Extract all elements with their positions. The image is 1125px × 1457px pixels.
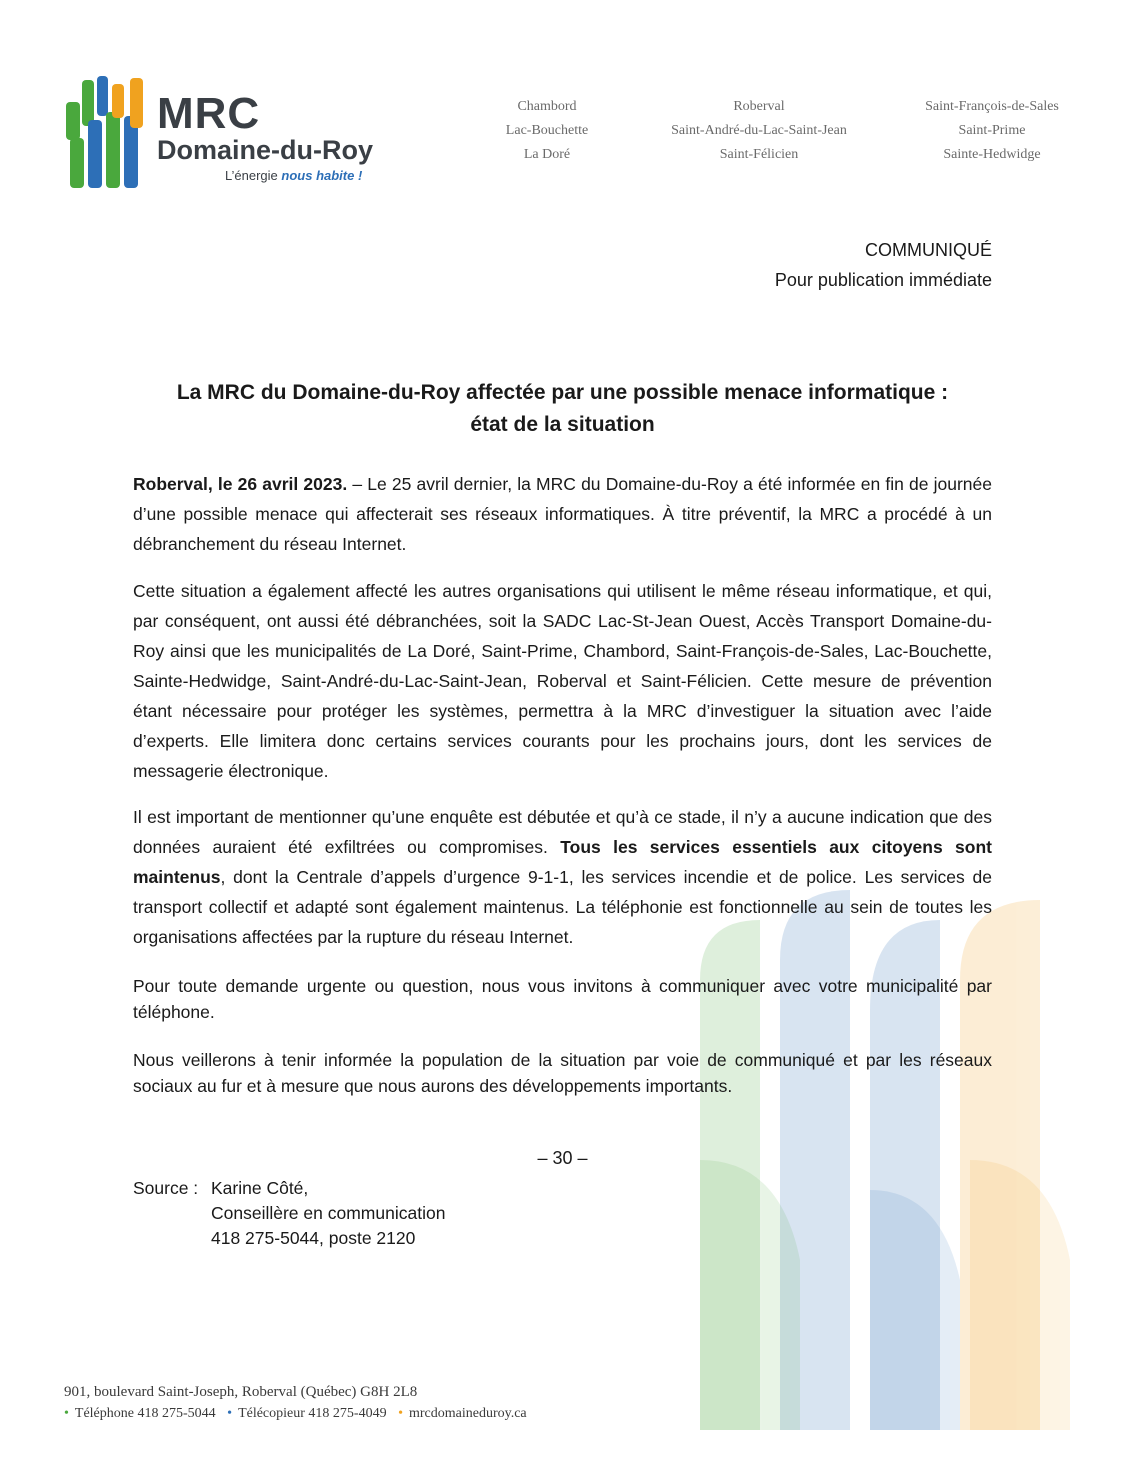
- municipality-column-2: [639, 95, 879, 167]
- municipality-name: Lac-Bouchette: [505, 123, 589, 138]
- municipality-name: Saint-Prime: [958, 123, 1026, 138]
- municipality-column-3: [902, 95, 1082, 167]
- bullet-dot-icon: •: [64, 1406, 69, 1421]
- bullet-dot-icon: •: [398, 1406, 403, 1421]
- paragraph-4: Pour toute demande urgente ou question, nous vous invitons à communiquer avec votre municipalité par téléphone.: [133, 976, 992, 1022]
- bullet-dot-icon: •: [227, 1406, 233, 1421]
- tagline-prefix: L’énergie: [225, 168, 278, 183]
- paragraph-3-after: , dont la Centrale d’appels d’urgence 9-1-1, les services incendie et de police. Les services de transport collectif et adapté sont également maintenus. La téléphonie est fonctionnelle au sein de toutes les organisations affectées par la rupture du réseau Internet.: [133, 867, 992, 947]
- logo-name-text: Domaine-du-Roy: [157, 135, 373, 165]
- paragraph-3: [133, 802, 992, 952]
- municipality-name: Saint-André-du-Lac-Saint-Jean: [671, 123, 847, 138]
- headline: [133, 377, 992, 441]
- municipality-name: Saint-François-de-Sales: [925, 99, 1059, 114]
- source-name: Karine Côté,: [211, 1178, 309, 1198]
- municipality-name: La Doré: [523, 147, 571, 162]
- footer-fax: Télécopieur 418 275-4049: [238, 1406, 387, 1421]
- headline-line-1: La MRC du Domaine-du-Roy affectée par une possible menace informatique :: [176, 381, 949, 404]
- mrc-logo-icon: [64, 76, 146, 190]
- footer-telephone: Téléphone 418 275-5044: [74, 1406, 216, 1421]
- paragraph-2: Cette situation a également affecté les autres organisations qui utilisent le même réseau informatique, et qui, par conséquent, ont aussi été débranchées, soit la SADC Lac-St-Jean Ouest, Accès Transport Domaine-du-Roy ainsi que les municipalités de La Doré, Saint-Prime, Chambord, Saint-François-de-Sales, Lac-Bouchette, Sainte-Hedwidge, Saint-André-du-Lac-Saint-Jean, Roberval et Saint-Félicien. Cette mesure de prévention étant nécessaire pour protéger les systèmes, permettra à la MRC d’investiguer la situation avec l’aide d’experts. Elle limitera donc certains services courants pour les prochains jours, dont les services de messagerie électronique.: [133, 581, 992, 781]
- source-phone: 418 275-5044, poste 2120: [211, 1228, 416, 1248]
- paragraph-3-before: Il est important de mentionner qu’une enquête est débutée et qu’à ce stade, il n’y a aucune indication que des données auraient été exfiltrées ou compromises.: [133, 807, 992, 857]
- dateline: Roberval, le 26 avril 2023.: [133, 474, 348, 494]
- source-label: Source :: [133, 1178, 199, 1198]
- paragraph-3-bold: Tous les services essentiels aux citoyens sont maintenus: [133, 837, 992, 887]
- paragraph-1-text: – Le 25 avril dernier, la MRC du Domaine-du-Roy a été informée en fin de journée d’une possible menace qui affecterait ses réseaux informatiques. À titre préventif, la MRC a procédé à un débranchement du réseau Internet.: [133, 474, 992, 554]
- source-role: Conseillère en communication: [211, 1203, 446, 1223]
- municipality-column-1: [487, 95, 607, 167]
- tagline-emphasis: nous habite !: [281, 168, 363, 183]
- municipality-name: Roberval: [733, 99, 785, 114]
- footer-website[interactable]: mrcdomaineduroy.ca: [408, 1406, 527, 1421]
- footer-contacts: [64, 1406, 527, 1422]
- municipality-name: Sainte-Hedwidge: [943, 147, 1041, 162]
- paragraph-1: [133, 469, 992, 559]
- logo-tagline: [225, 168, 362, 183]
- municipality-name: Saint-Félicien: [719, 147, 799, 162]
- end-mark: – 30 –: [537, 1148, 588, 1168]
- release-publication: Pour publication immédiate: [774, 270, 992, 290]
- municipality-name: Chambord: [517, 99, 577, 114]
- paragraph-5: Nous veillerons à tenir informée la population de la situation par voie de communiqué et par les réseaux sociaux au fur et à mesure que nous aurons des développements importants.: [133, 1050, 992, 1096]
- logo-mrc-text: MRC: [157, 89, 261, 138]
- footer-address: 901, boulevard Saint-Joseph, Roberval (Québec) G8H 2L8: [64, 1384, 418, 1400]
- release-type: COMMUNIQUÉ: [865, 240, 992, 260]
- headline-line-2: état de la situation: [470, 413, 655, 436]
